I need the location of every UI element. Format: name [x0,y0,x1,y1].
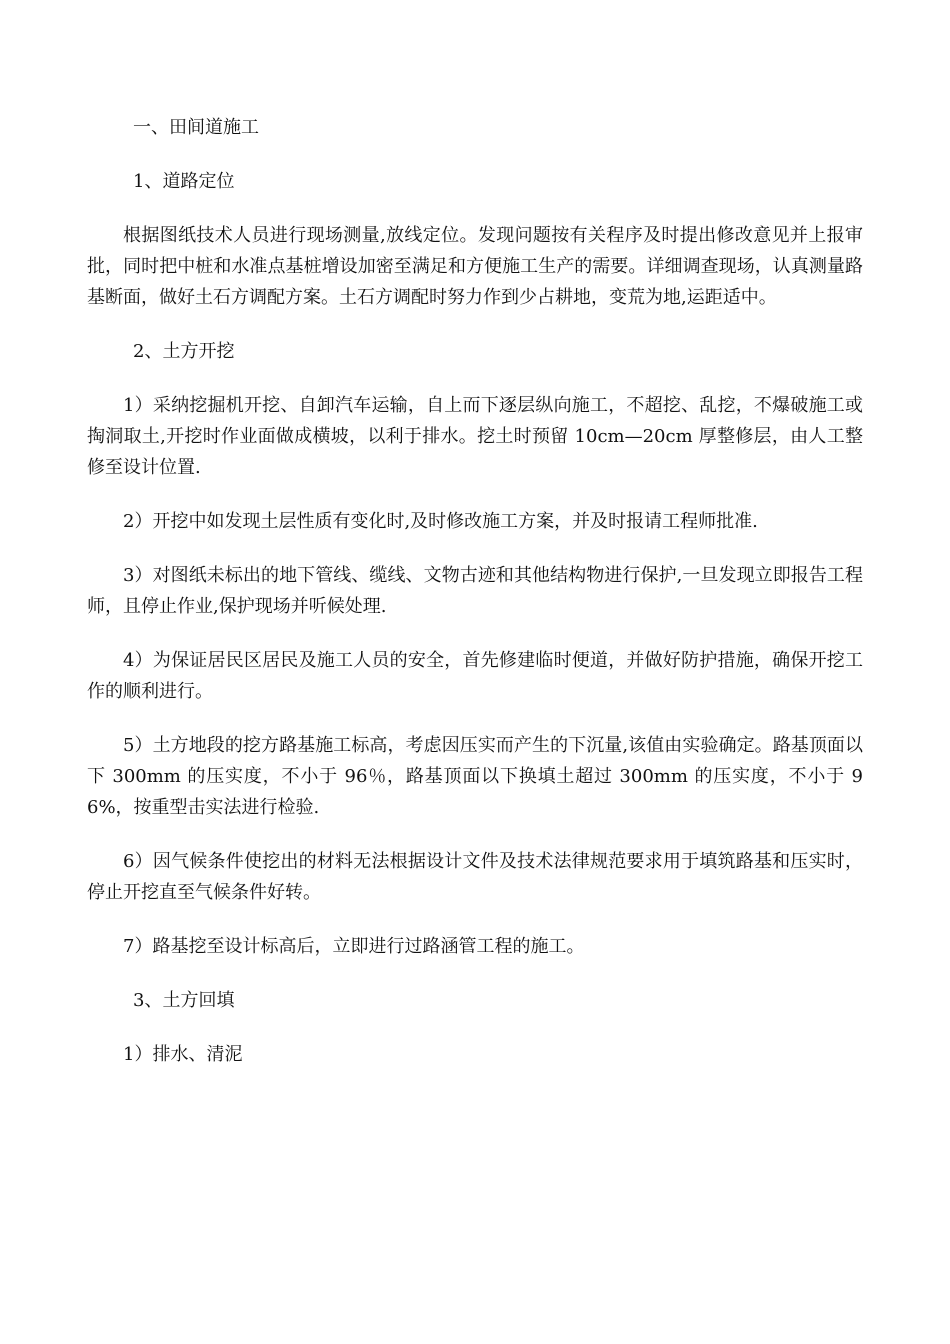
paragraph-excavation-3: 3）对图纸未标出的地下管线、缆线、文物古迹和其他结构物进行保护,一旦发现立即报告工程师，且停止作业,保护现场并听候处理. [87,565,863,617]
section-heading-field-road: 一、田间道施工 [133,117,259,138]
subheading-excavation: 2、土方开挖 [133,341,235,362]
subheading-road-positioning: 1、道路定位 [133,171,235,192]
paragraph-excavation-5: 5）土方地段的挖方路基施工标高，考虑因压实而产生的下沉量,该值由实验确定。路基顶面以下 300mm 的压实度，不小于 96％，路基顶面以下换填土超过 300mm 的压实度，不小于 96%，按重型击实法进行检验. [87,735,863,818]
paragraph-excavation-7: 7）路基挖至设计标高后，立即进行过路涵管工程的施工。 [123,936,585,957]
paragraph-excavation-2: 2）开挖中如发现土层性质有变化时,及时修改施工方案，并及时报请工程师批准. [123,511,758,532]
paragraph-backfill-1: 1）排水、清泥 [123,1044,243,1065]
paragraph-excavation-6: 6）因气候条件使挖出的材料无法根据设计文件及技术法律规范要求用于填筑路基和压实时，停止开挖直至气候条件好转。 [87,851,863,903]
paragraph-excavation-1: 1）采纳挖掘机开挖、自卸汽车运输，自上而下逐层纵向施工，不超挖、乱挖，不爆破施工或掏洞取土,开挖时作业面做成横坡，以利于排水。挖土时预留 10cm—20cm 厚整修层，由人工整修至设计位置. [87,395,863,478]
subheading-backfill: 3、土方回填 [133,990,235,1011]
paragraph-excavation-4: 4）为保证居民区居民及施工人员的安全，首先修建临时便道，并做好防护措施，确保开挖工作的顺利进行。 [87,650,863,702]
document-body [87,112,863,1070]
paragraph-positioning: 根据图纸技术人员进行现场测量,放线定位。发现问题按有关程序及时提出修改意见并上报审批，同时把中桩和水准点基桩增设加密至满足和方便施工生产的需要。详细调查现场，认真测量路基断面，做好土石方调配方案。土石方调配时努力作到少占耕地，变荒为地,运距适中。 [87,225,863,308]
